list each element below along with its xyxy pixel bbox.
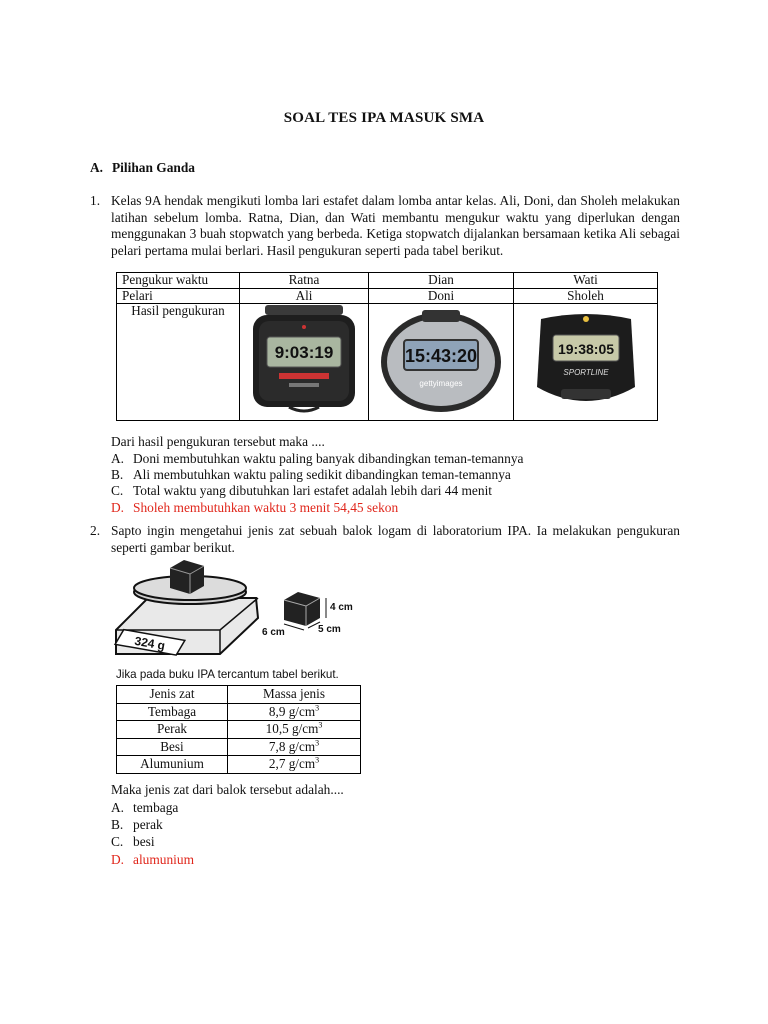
stopwatch-image-dian xyxy=(369,304,514,421)
table-row: Besi 7,8 $g/cm^3$ xyxy=(117,738,361,756)
table-cell: Ratna xyxy=(240,273,369,289)
question-prompt: Dari hasil pengukuran tersebut maka .... xyxy=(111,434,325,449)
option-a[interactable]: A. Doni membutuhkan waktu paling banyak dibandingkan teman-temannya xyxy=(111,450,524,466)
table-cell: Pengukur waktu xyxy=(117,273,240,289)
option-d-correct[interactable]: D. Sholeh membutuhkan waktu 3 menit 54,45 sekon xyxy=(111,499,399,515)
question-1 xyxy=(90,193,680,259)
question-1-answers xyxy=(90,434,680,516)
table-cell: Hasil pengukuran xyxy=(117,304,240,421)
question-number: 1. xyxy=(90,193,101,208)
table-header: Massa jenis xyxy=(228,686,361,704)
dimension-height: 4 cm xyxy=(330,602,353,613)
question-prompt: Maka jenis zat dari balok tersebut adalah.... xyxy=(111,782,344,797)
table-header: Jenis zat xyxy=(117,686,228,704)
option-list xyxy=(111,451,680,517)
watermark-text: gettyimages xyxy=(419,379,463,389)
stopwatch-image-wati xyxy=(514,304,658,421)
table-cell: Doni xyxy=(369,288,514,304)
stopwatch-table xyxy=(116,272,658,421)
option-b[interactable]: B. Ali membutuhkan waktu paling sedikit dibandingkan teman-temannya xyxy=(111,466,511,482)
option-c[interactable]: C. besi xyxy=(111,834,155,850)
density-table xyxy=(116,685,361,774)
table-row: Tembaga 8,9 $g/cm^3$ xyxy=(117,703,361,721)
stopwatch-display: 9:03:19 xyxy=(274,343,334,363)
section-label: A. xyxy=(90,160,104,175)
stopwatch-display: 19:38:05 xyxy=(557,341,614,358)
table-intro-note: Jika pada buku IPA tercantum tabel berikut. xyxy=(116,668,339,681)
brand-text: SPORTLINE xyxy=(562,368,609,378)
table-row: Perak 10,5 $g/cm^3$ xyxy=(117,721,361,739)
option-d-correct[interactable]: D. alumunium xyxy=(111,851,194,867)
option-a[interactable]: A. tembaga xyxy=(111,799,179,815)
stopwatch-display: 15:43:20 xyxy=(404,346,478,367)
table-cell: Pelari xyxy=(117,288,240,304)
option-c[interactable]: C. Total waktu yang dibutuhkan lari estafet adalah lebih dari 44 menit xyxy=(111,483,493,499)
question-2 xyxy=(90,523,680,556)
page-title: SOAL TES IPA MASUK SMA xyxy=(283,110,485,126)
table-cell: Sholeh xyxy=(514,288,658,304)
question-2-answers xyxy=(90,782,680,868)
table-cell: Wati xyxy=(514,273,658,289)
table-cell: Ali xyxy=(240,288,369,304)
section-heading xyxy=(90,160,195,176)
dimension-depth: 5 cm xyxy=(318,624,341,635)
scale-figure xyxy=(108,558,358,658)
option-b[interactable]: B. perak xyxy=(111,816,163,832)
dimension-width: 6 cm xyxy=(262,627,285,638)
table-row: Alumunium 2,7 $g/cm^3$ xyxy=(117,756,361,774)
question-number: 2. xyxy=(90,523,101,538)
section-name: Pilihan Ganda xyxy=(112,160,195,175)
question-text: Sapto ingin mengetahui jenis zat sebuah balok logam di laboratorium IPA. Ia melakukan pengukuran seperti gambar berikut. xyxy=(111,523,680,555)
scale-reading: 324 g xyxy=(133,633,167,653)
stopwatch-image-ratna xyxy=(240,304,369,421)
table-cell: Dian xyxy=(369,273,514,289)
option-list xyxy=(111,799,680,869)
question-text: Kelas 9A hendak mengikuti lomba lari estafet dalam lomba antar kelas. Ali, Doni, dan Sholeh melakukan latihan sebelum lomba. Ratna, Dian, dan Wati membantu mengukur waktu yang diperlukan dengan menggunakan 3 buah stopwatch yang berbeda. Ketiga stopwatch dijalankan bersamaan ketika Ali sebagai pelari pertama mulai berlari. Hasil pengukuran seperti pada tabel berikut. xyxy=(111,193,680,258)
